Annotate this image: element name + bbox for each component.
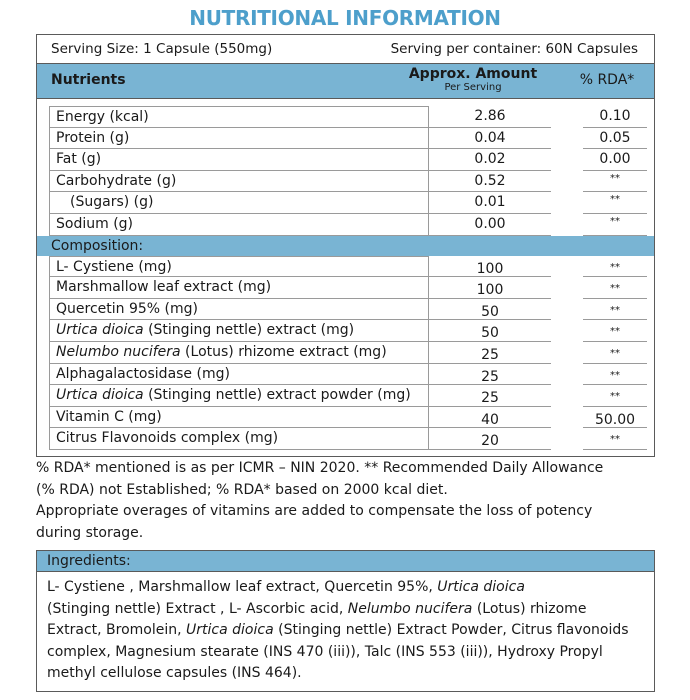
nutrient-name: Fat (g) bbox=[49, 149, 429, 171]
nutrient-amount: 0.04 bbox=[429, 128, 551, 150]
nutrient-rda: 0.00 bbox=[583, 149, 647, 171]
ingredients-part: L- Cystiene , Marshmallow leaf extract, Quercetin 95%, bbox=[47, 579, 438, 595]
composition-amount: 50 bbox=[429, 320, 551, 342]
note-line: % RDA* mentioned is as per ICMR – NIN 2020. ** Recommended Daily Allowance bbox=[36, 460, 604, 476]
nutrient-rda: ** bbox=[583, 214, 647, 236]
ingredients-text bbox=[37, 572, 654, 691]
note-line: Appropriate overages of vitamins are added to compensate the loss of potency bbox=[36, 503, 593, 519]
composition-name: Alphagalactosidase (mg) bbox=[49, 364, 429, 386]
composition-amount: 100 bbox=[429, 256, 551, 278]
table-row bbox=[37, 106, 654, 128]
composition-amount: 40 bbox=[429, 407, 551, 429]
composition-name-rest: (Stinging nettle) extract (mg) bbox=[143, 322, 355, 339]
composition-name bbox=[49, 342, 429, 364]
ingredients-part: (Stinging nettle) Extract Powder, Citrus flavonoids complex, Magnesium stearate (INS 470 (iii)), Talc (INS 553 (iii)), Hydroxy Propyl methyl cellulose capsules (INS 464). bbox=[47, 622, 629, 681]
nutrient-name: Protein (g) bbox=[49, 128, 429, 150]
table-row bbox=[37, 256, 654, 278]
composition-rda: ** bbox=[583, 277, 647, 299]
latin-name: Nelumbo nucifera bbox=[56, 343, 181, 360]
composition-rda: ** bbox=[583, 320, 647, 342]
nutrient-rows bbox=[37, 106, 654, 236]
nutrient-name: (Sugars) (g) bbox=[49, 192, 429, 214]
nutrient-name: Energy (kcal) bbox=[49, 106, 429, 128]
composition-name bbox=[49, 385, 429, 407]
header-amount-sub: Per Serving bbox=[444, 82, 502, 93]
nutrition-table bbox=[36, 34, 655, 457]
nutrient-amount: 0.52 bbox=[429, 171, 551, 193]
composition-name: Marshmallow leaf extract (mg) bbox=[49, 277, 429, 299]
latin-name: Nelumbo nucifera bbox=[347, 600, 473, 617]
composition-rda: ** bbox=[583, 364, 647, 386]
latin-name: Urtica dioica bbox=[56, 387, 144, 404]
table-row bbox=[37, 277, 654, 299]
table-row bbox=[37, 171, 654, 193]
table-row bbox=[37, 149, 654, 171]
table-row bbox=[37, 385, 654, 407]
composition-rda: 50.00 bbox=[583, 407, 647, 429]
composition-rda: ** bbox=[583, 256, 647, 278]
header-nutrients: Nutrients bbox=[51, 72, 126, 88]
composition-amount: 20 bbox=[429, 428, 551, 450]
ingredients-part: (Stinging nettle) Extract , L- Ascorbic acid, bbox=[47, 600, 348, 617]
latin-name: Urtica dioica bbox=[437, 579, 525, 595]
rda-notes bbox=[36, 458, 656, 544]
table-row bbox=[37, 214, 654, 236]
nutrient-rda: 0.05 bbox=[583, 128, 647, 150]
table-row bbox=[37, 128, 654, 150]
composition-rda: ** bbox=[583, 299, 647, 321]
table-header bbox=[37, 64, 654, 99]
composition-rda: ** bbox=[583, 342, 647, 364]
table-row bbox=[37, 407, 654, 429]
nutrient-amount: 0.02 bbox=[429, 149, 551, 171]
composition-name bbox=[49, 320, 429, 342]
ingredients-header: Ingredients: bbox=[37, 551, 654, 572]
latin-name: Urtica dioica bbox=[56, 322, 144, 339]
latin-name: Urtica dioica bbox=[186, 622, 274, 638]
composition-header: Composition: bbox=[37, 236, 654, 256]
nutrient-name: Sodium (g) bbox=[49, 214, 429, 236]
header-amount-label: Approx. Amount bbox=[408, 66, 538, 82]
composition-rda: ** bbox=[583, 385, 647, 407]
ingredients-part: (Lotus) rhizome Extract, Bromolein, bbox=[47, 600, 587, 638]
nutrient-name: Carbohydrate (g) bbox=[49, 171, 429, 193]
composition-amount: 100 bbox=[429, 277, 551, 299]
table-row bbox=[37, 320, 654, 342]
composition-amount: 50 bbox=[429, 299, 551, 321]
nutrient-amount: 0.01 bbox=[429, 192, 551, 214]
header-rda: % RDA* bbox=[579, 72, 635, 88]
composition-amount: 25 bbox=[429, 364, 551, 386]
composition-amount: 25 bbox=[429, 342, 551, 364]
nutrient-amount: 2.86 bbox=[429, 106, 551, 128]
table-row bbox=[37, 428, 654, 450]
table-row bbox=[37, 342, 654, 364]
page-title: NUTRITIONAL INFORMATION bbox=[189, 6, 501, 30]
table-row bbox=[37, 364, 654, 386]
composition-name: L- Cystiene (mg) bbox=[49, 256, 429, 278]
serving-per-container: Serving per container: 60N Capsules bbox=[390, 41, 638, 57]
composition-amount: 25 bbox=[429, 385, 551, 407]
composition-name-rest: (Lotus) rhizome extract (mg) bbox=[180, 343, 387, 360]
note-line: (% RDA) not Established; % RDA* based on 2000 kcal diet. bbox=[36, 481, 448, 498]
nutrient-rda: ** bbox=[583, 171, 647, 193]
composition-name-rest: (Stinging nettle) extract powder (mg) bbox=[143, 387, 411, 404]
serving-size: Serving Size: 1 Capsule (550mg) bbox=[51, 41, 273, 57]
header-amount bbox=[393, 67, 553, 95]
composition-rows bbox=[37, 256, 654, 450]
ingredients-box bbox=[36, 550, 655, 692]
composition-name: Citrus Flavonoids complex (mg) bbox=[49, 428, 429, 450]
nutrient-amount: 0.00 bbox=[429, 214, 551, 236]
table-row bbox=[37, 299, 654, 321]
nutrient-rda: ** bbox=[583, 192, 647, 214]
serving-row bbox=[37, 35, 654, 64]
table-row bbox=[37, 192, 654, 214]
note-line: during storage. bbox=[36, 524, 144, 541]
composition-name: Quercetin 95% (mg) bbox=[49, 299, 429, 321]
composition-rda: ** bbox=[583, 428, 647, 450]
nutrient-rda: 0.10 bbox=[583, 106, 647, 128]
composition-name: Vitamin C (mg) bbox=[49, 407, 429, 429]
